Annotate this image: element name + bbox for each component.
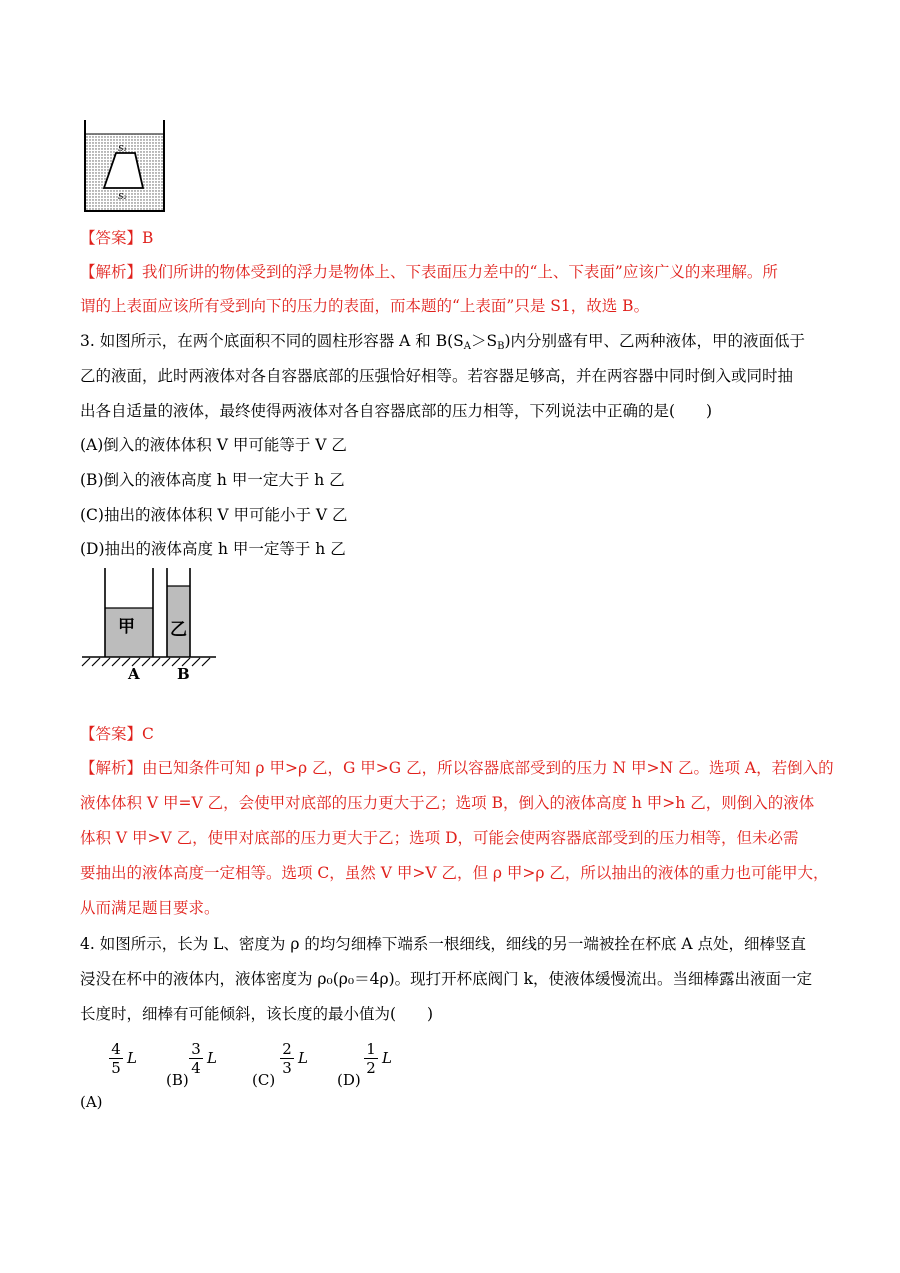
q3-analysis-line5: 从而满足题目要求。 — [80, 899, 220, 917]
q3-option-c: (C)抽出的液体体积 V 甲可能小于 V 乙 — [80, 506, 348, 524]
q3-stem-line2: 乙的液面，此时两液体对各自容器底部的压强恰好相等。若容器足够高，并在两容器中同时倒入或同时抽 — [80, 367, 794, 385]
q3-stem-line1: 3. 如图所示，在两个底面积不同的圆柱形容器 A 和 $B(S_A>S_B)$内分别盛有甲、乙两种液体，甲的液面低于 — [80, 332, 806, 352]
q3-analysis-line4: 要抽出的液体高度一定相等。选项 C，虽然 V 甲>V 乙，但 ρ 甲>ρ 乙，所以抽出的液体的重力也可能甲大， — [80, 864, 829, 882]
q4-option-d-fraction: 1 2 L — [364, 1040, 378, 1077]
q4-stem-line1: 4. 如图所示，长为 L、密度为 ρ 的均匀细棒下端系一根细线，细线的另一端被拴在杯底 A 点处，细棒竖直 — [80, 935, 806, 953]
containers-figure — [80, 565, 220, 685]
label-container-a: A — [128, 665, 140, 683]
q4-option-c-fraction: 2 3 L — [280, 1040, 294, 1077]
q2-answer: 【答案】B — [80, 229, 154, 247]
q3-answer: 【答案】C — [80, 725, 154, 743]
q4-option-b-label: (B) — [166, 1071, 189, 1089]
q2-analysis-line1: 【解析】我们所讲的物体受到的浮力是物体上、下表面压力差中的“上、下表面”应该广义的来理解。所 — [80, 263, 778, 281]
q4-option-c-label: (C) — [252, 1071, 276, 1089]
label-s1: S₁ — [118, 144, 127, 153]
q4-stem-line2: 浸没在杯中的液体内，液体密度为 ρ₀(ρ₀＝4ρ)。现打开杯底阀门 k，使液体缓慢流出。当细棒露出液面一定 — [80, 970, 812, 988]
q3-option-d: (D)抽出的液体高度 h 甲一定等于 h 乙 — [80, 540, 346, 558]
q3-analysis-line3: 体积 V 甲>V 乙，使甲对底部的压力更大于乙；选项 D，可能会使两容器底部受到的压力相等，但未必需 — [80, 829, 799, 847]
q3-stem-line3: 出各自适量的液体，最终使得两液体对各自容器底部的压力相等，下列说法中正确的是( ) — [80, 402, 713, 420]
q2-analysis-line2: 谓的上表面应该所有受到向下的压力的表面，而本题的“上表面”只是 S1，故选 B。 — [80, 297, 650, 315]
label-jia: 甲 — [118, 617, 135, 637]
q3-analysis-line2: 液体体积 V 甲=V 乙，会使甲对底部的压力更大于乙；选项 B，倒入的液体高度 h 甲>h 乙，则倒入的液体 — [80, 794, 815, 812]
beaker-trapezoid-figure — [80, 118, 170, 214]
q3-option-b: (B)倒入的液体高度 h 甲一定大于 h 乙 — [80, 471, 345, 489]
q4-option-a-fraction: 4 5 L — [109, 1040, 123, 1077]
q4-option-b-fraction: 3 4 L — [189, 1040, 203, 1077]
q3-analysis-line1: 【解析】由已知条件可知 ρ 甲>ρ 乙，G 甲>G 乙，所以容器底部受到的压力 N 甲>N 乙。选项 A，若倒入的 — [80, 759, 834, 777]
q4-option-d-label: (D) — [337, 1071, 361, 1089]
label-s2: S₂ — [118, 192, 127, 201]
label-container-b: B — [177, 665, 190, 683]
q4-stem-line3: 长度时，细棒有可能倾斜，该长度的最小值为( ) — [80, 1005, 434, 1023]
q4-option-a-label: (A) — [80, 1093, 103, 1111]
label-yi: 乙 — [170, 620, 187, 640]
q3-option-a: (A)倒入的液体体积 V 甲可能等于 V 乙 — [80, 436, 347, 454]
